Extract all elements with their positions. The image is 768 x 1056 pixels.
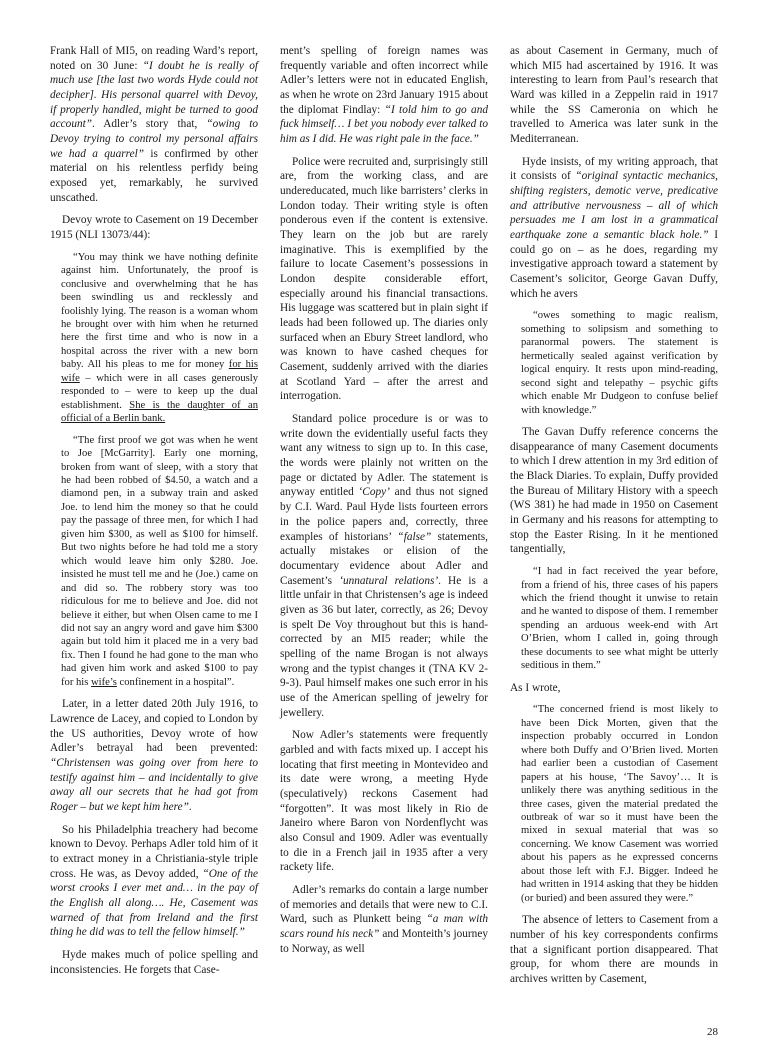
italic-run: “original syntactic mechanics, shifting registers, demotic verve, predicative and attributive nervousness – all of which persuades me I am lost in a grammatical earthquake zone a semantic black hole.” bbox=[510, 170, 718, 242]
block-quote bbox=[510, 309, 718, 417]
block-quote bbox=[50, 251, 258, 426]
text-column-3 bbox=[510, 44, 718, 1004]
block-quote bbox=[510, 703, 718, 905]
body-paragraph bbox=[280, 155, 488, 404]
underlined-run: for his wife bbox=[61, 359, 258, 384]
text-run: and Monteith’s journey to Norway, as well bbox=[280, 927, 488, 955]
block-quote bbox=[510, 565, 718, 673]
text-run: and thus not signed by C.I. Ward. Paul Hyde lists fourteen errors in the police papers and, correctly, three examples of historians’ bbox=[280, 486, 488, 543]
text-run: “The concerned friend is most likely to have been Dick Morten, given that the inspection probably occurred in London where both Duffy and O’Brien lived. Morten had earlier been a custodian of Casement papers at his house, ‘The Savoy’… It is unlikely there was anything seditious in the three cases, given the material predated the outbreak of war so it must have been the mixed in sexual material that was so concerning. We know Casement was worried about his papers as he expressed concerns about those left with F.J. Bigger. Indeed he had written in 1914 asking that they be hidden (or buried) and been assured they were.” bbox=[521, 704, 718, 904]
text-run: Hyde makes much of police spelling and inconsistencies. He forgets that Case- bbox=[50, 948, 258, 976]
text-run: Police were recruited and, surprisingly still are, from the working class, and are undereducated, much like barristers’ clerks in London today. Their writing style is often ponderous even if the content is extensive. They learn on the job but are rarely imaginative. This is exemplified by the failure to locate Casement’s possessions in London despite considerable effort, especially around his financial transactions. His luggage was scattered but in plain sight if leads had been followed up. The diaries only surfaced when an Ebury Street landlord, who was known to have cashed cheques for Casement, suddenly arrived with the diaries at Scotland Yard – after the arrest and interrogation. bbox=[280, 155, 488, 403]
text-column-2 bbox=[280, 44, 488, 1004]
text-run: Now Adler’s statements were frequently garbled and with facts mixed up. I accept his locating that first meeting in Montevideo and its date were wrong, a meeting Hyde (speculatively) reckons Casement had “forgotten”. It was most likely in Rio de Janeiro where Baron von Nordenflycht was also Consul and 1909. Adler was eventually to die in a French jail in 1935 after a very rackety life. bbox=[280, 729, 488, 874]
italic-run: “a man with scars round his neck” bbox=[280, 913, 488, 940]
text-run: Devoy wrote to Casement on 19 December 1915 (NLI 13073/44): bbox=[50, 214, 258, 242]
text-run: Standard police procedure is or was to write down the evidentially useful facts they want any witness to sign up to. In this case, the words were plainly not written on the page or dictated by Adler. The statement is anyway entitled bbox=[280, 413, 488, 499]
text-run: The absence of letters to Casement from a number of his key correspondents confirms that a significant portion disappeared. That group, for whom there are mounds in archives written by Casement, bbox=[510, 914, 718, 985]
body-paragraph bbox=[510, 155, 718, 302]
body-paragraph bbox=[50, 697, 258, 814]
italic-run: “One of the worst crooks I ever met and… in the pay of the English all along…. He, Casement was warned of that from Ireland and the first thing he did was to tell the fellow himself.” bbox=[50, 867, 258, 939]
body-paragraph bbox=[510, 425, 718, 557]
italic-run: “I doubt he is really of much use [the last two words Hyde could not decipher]. His personal quarrel with Devoy, if properly handled, might be turned to good account” bbox=[50, 59, 258, 131]
text-column-1 bbox=[50, 44, 258, 1004]
body-paragraph bbox=[50, 823, 258, 940]
text-run: Later, in a letter dated 20th July 1916, to Lawrence de Lacey, and copied to London by the US authorities, Devoy wrote of how Adler’s betrayal had been prevented: bbox=[50, 698, 258, 755]
text-run: – which were in all cases generously responded to – were to keep up the dual establishment. bbox=[61, 372, 258, 411]
text-run: confinement in a hospital”. bbox=[116, 676, 235, 688]
text-run: “You may think we have nothing definite against him. Unfortunately, the proof is conclusive and overwhelming that he has been swindling us and recklessly and foolishly lying. The reason is a woman whom he brought over with him when he returned here the first time and who is now in a hospital across the river with a new born baby. All his pleas to me for money bbox=[61, 251, 258, 371]
text-run: As I wrote, bbox=[510, 681, 561, 694]
italic-run: ‘Copy’ bbox=[358, 486, 390, 499]
text-run: I could go on – as he does, regarding my investigative approach toward a statement by Casement’s solicitor, George Gavan Duffy, which he avers bbox=[510, 229, 718, 300]
text-run: . Adler’s story that, bbox=[92, 118, 207, 131]
body-paragraph bbox=[280, 883, 488, 956]
text-run: Frank Hall of MI5, on reading Ward’s report, noted on 30 June: bbox=[50, 45, 258, 72]
body-paragraph bbox=[510, 44, 718, 147]
body-paragraph bbox=[50, 213, 258, 242]
text-run: ment’s spelling of foreign names was frequently variable and often incorrect while Adler’s letters were not in educated English, as when he wrote on 23rd January 1915 about the diplomat Findlay: bbox=[280, 45, 488, 116]
text-run: The Gavan Duffy reference concerns the disappearance of many Casement documents to which I drew attention in my 3rd edition of the Black Diaries. To explain, Duffy provided the Bureau of Military History with a speech (WS 381) he had made in 1950 on Casement in Germany and his reasons for attempting to stop the Easter Rising. In it he mentioned tangentially, bbox=[510, 426, 718, 556]
block-quote bbox=[50, 434, 258, 690]
text-run: is confirmed by other material on his relentless perfidy being exposed yet, remarkably, he survived unscathed. bbox=[50, 147, 259, 204]
italic-run: “Christensen was going over from here to testify against him – and incidentally to give away all our secrets that he had got from Roger – but we kept him here” bbox=[50, 756, 258, 813]
text-run: So his Philadelphia treachery had become known to Devoy. Perhaps Adler told him of it to extract money in a Christiania-style triple cross. He was, as Devoy added, bbox=[50, 823, 258, 880]
underlined-run: wife’s bbox=[91, 676, 117, 688]
italic-run: “I told him to go and fuck himself… I bet you nobody ever talked to him as I did. He was right pale in the face.” bbox=[280, 103, 488, 146]
page-number: 28 bbox=[707, 1026, 718, 1038]
italic-run: “owing to Devoy trying to control my personal affairs we had a quarrel” bbox=[50, 118, 259, 160]
text-run: Adler’s remarks do contain a large number of memories and details that were new to C.I. Ward, such as Plunkett being bbox=[280, 883, 488, 926]
text-run: as about Casement in Germany, much of which MI5 had ascertained by 1916. It was interesting to learn from Paul’s research that Ward was killed in a Zeppelin raid in 1917 while the SS Cameronia on which he travelled to America was later sunk in the Mediterranean. bbox=[510, 45, 718, 146]
text-run: “I had in fact received the year before, from a friend of his, three cases of his papers which the friend thought it unwise to retain and he wanted to dispose of them. I remember spending an arduous week-end with Art O’Brien, whom I called in, going through these documents to see what might be utterly seditious in them.” bbox=[521, 566, 718, 672]
text-run: . bbox=[188, 800, 192, 813]
text-run: “owes something to magic realism, something to solipsism and something to paranormal powers. The statement is hermetically sealed against verification by logical enquiry. It rests upon mind-reading, second sight and telepathy – psychic gifts which enable Mr Dudgeon to confuse belief with knowledge.” bbox=[521, 310, 718, 416]
text-run: Hyde insists, of my writing approach, that it consists of bbox=[510, 155, 718, 183]
text-run: statements, actually mistakes or elision of the documentary evidence about Adler and Casement’s bbox=[280, 530, 488, 587]
body-paragraph bbox=[280, 44, 488, 147]
body-paragraph bbox=[510, 913, 718, 986]
text-run: “The first proof we got was when he went to Joe [McGarrity]. Early one morning, broken from want of sleep, with a story that he had been robbed of $4.50, a watch and a diamond pen, in a subway train and asked Joe. to lend him the money so that he could pay the passage of three men, for which I had given him $300, as well as $100 for himself. But two nights before he had told me a story which would leave him only $280. Joe. insisted he must tell me and he (Joe.) came on and did so. The robbery story was too ridiculous for me to believe and Joe. did not believe it either, but when Olsen came to me I did not say an angry word and gave him $300 again but told him it placed me in a very bad fix. Then I found he had gone to the man who had given him work and asked $100 to pay for his bbox=[61, 434, 258, 688]
body-paragraph bbox=[280, 728, 488, 875]
body-paragraph bbox=[50, 948, 258, 977]
italic-run: ‘unnatural relations’ bbox=[339, 574, 439, 587]
italic-run: “false” bbox=[397, 530, 432, 543]
text-run: . He is a little unfair in that Christensen’s age is indeed given as 36 but later, correctly, as 26; Devoy is spelt De Voy throughout but this is hand-corrected by an MI5 reader; while the spelling of the name Brogan is not always wrong and the typist changes it (TNA KV 2-9-3). Paul himself makes one such error in his use of the American spelling of jewelry for jewellery. bbox=[280, 574, 489, 719]
underlined-run: She is the daughter of an official of a Berlin bank. bbox=[61, 399, 258, 425]
body-paragraph bbox=[280, 412, 488, 720]
body-paragraph bbox=[510, 681, 718, 696]
column-layout bbox=[50, 44, 718, 1004]
body-paragraph bbox=[50, 44, 258, 205]
